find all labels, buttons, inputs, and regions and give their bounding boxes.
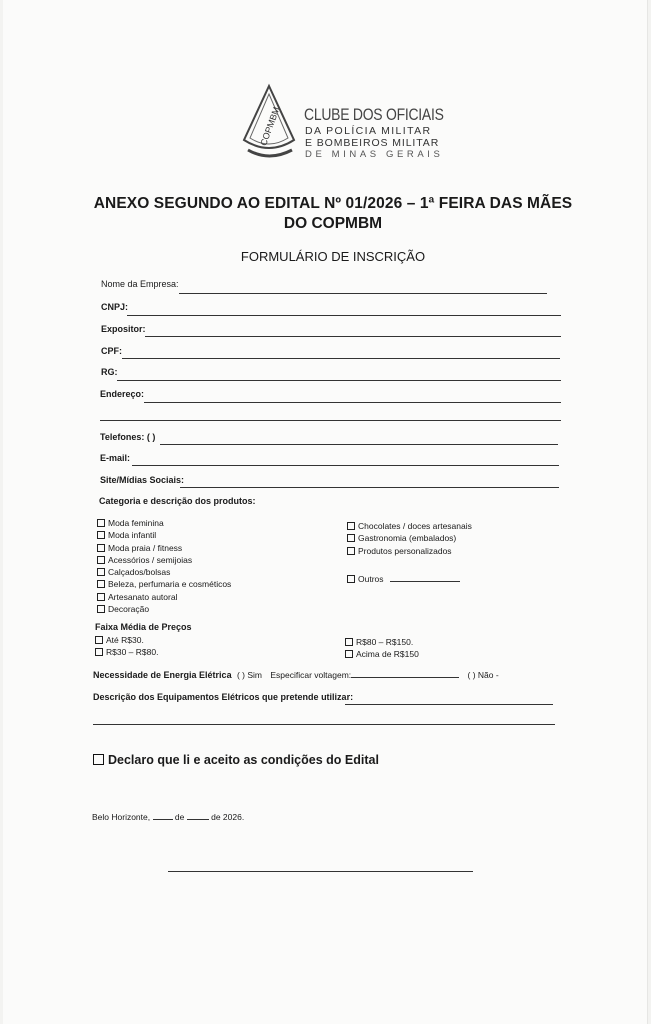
phones-field[interactable]	[160, 444, 558, 445]
month-field[interactable]	[187, 819, 209, 820]
address-field-line-2[interactable]	[100, 420, 561, 421]
checkbox-icon	[347, 534, 355, 542]
address-field[interactable]	[144, 402, 561, 403]
de-label-2: de 2026.	[211, 812, 245, 822]
category-item[interactable]: Moda infantil	[97, 530, 231, 542]
phones-label: Telefones: ( )	[100, 432, 156, 442]
email-field[interactable]	[132, 465, 559, 466]
category-item[interactable]: Beleza, perfumaria e cosméticos	[97, 579, 231, 591]
checkbox-icon	[93, 754, 104, 765]
category-item[interactable]: Artesanato autoral	[97, 592, 231, 604]
other-category-field[interactable]	[390, 581, 460, 582]
document-title-line-1: ANEXO SEGUNDO AO EDITAL Nº 01/2026 – 1ª FEIRA DAS MÃES	[93, 195, 573, 212]
de-label-1: de	[174, 812, 185, 822]
price-option[interactable]: R$30 – R$80.	[95, 647, 158, 657]
checkbox-icon	[97, 580, 105, 588]
checkbox-icon	[95, 648, 103, 656]
checkbox-icon	[347, 522, 355, 530]
checkbox-icon	[97, 593, 105, 601]
energy-row	[93, 670, 499, 680]
cpf-field[interactable]	[122, 358, 560, 359]
price-range-heading: Faixa Média de Preços	[95, 622, 192, 632]
cnpj-label: CNPJ:	[101, 302, 129, 312]
day-field[interactable]	[153, 819, 173, 820]
energy-label: Necessidade de Energia Elétrica	[93, 670, 232, 680]
category-item[interactable]: Moda feminina	[97, 518, 231, 530]
checkbox-icon	[97, 568, 105, 576]
svg-text:COPMBM: COPMBM	[258, 105, 282, 148]
social-media-field[interactable]	[180, 487, 559, 488]
price-option[interactable]: Até R$30.	[95, 635, 144, 645]
equipment-field[interactable]	[345, 704, 553, 705]
energy-no-option[interactable]: ( ) Não -	[467, 670, 499, 680]
category-item[interactable]: Acessórios / semijoias	[97, 555, 231, 567]
equipment-label: Descrição dos Equipamentos Elétricos que pretende utilizar:	[93, 692, 354, 702]
checkbox-icon	[97, 544, 105, 552]
company-name-label: Nome da Empresa:	[101, 279, 179, 289]
declaration-checkbox[interactable]	[93, 753, 379, 767]
address-label: Endereço:	[100, 389, 145, 399]
category-item[interactable]: Produtos personalizados	[347, 546, 472, 558]
category-item[interactable]: Gastronomia (embalados)	[347, 533, 472, 545]
email-label: E-mail:	[100, 453, 131, 463]
signature-line[interactable]	[168, 871, 473, 872]
category-other[interactable]: Outros	[347, 574, 460, 584]
checkbox-icon	[97, 519, 105, 527]
checkbox-icon	[345, 650, 353, 658]
energy-yes-option[interactable]: ( ) Sim	[236, 670, 262, 680]
form-subtitle: FORMULÁRIO DE INSCRIÇÃO	[240, 249, 426, 264]
club-emblem-icon	[238, 82, 300, 162]
category-item[interactable]: Moda praia / fitness	[97, 543, 231, 555]
club-subtitle-line-3: E BOMBEIROS MILITAR	[305, 137, 440, 149]
categories-left-list	[97, 518, 231, 616]
checkbox-icon	[347, 547, 355, 555]
checkbox-icon	[97, 556, 105, 564]
voltage-label: Especificar voltagem:	[270, 670, 352, 680]
club-subtitle-line-4: DE MINAS GERAIS	[305, 149, 444, 160]
social-media-label: Site/Mídias Sociais:	[100, 475, 185, 485]
checkbox-icon	[97, 531, 105, 539]
price-option[interactable]: R$80 – R$150.	[345, 637, 413, 647]
categories-heading: Categoria e descrição dos produtos:	[99, 496, 256, 506]
equipment-field-line-2[interactable]	[93, 724, 555, 725]
checkbox-icon	[345, 638, 353, 646]
checkbox-icon	[97, 605, 105, 613]
exhibitor-label: Expositor:	[101, 324, 146, 334]
voltage-field[interactable]	[351, 677, 459, 678]
company-name-field[interactable]	[179, 293, 547, 294]
exhibitor-field[interactable]	[145, 336, 561, 337]
cpf-label: CPF:	[101, 346, 122, 356]
rg-field[interactable]	[117, 380, 561, 381]
categories-right-list	[347, 521, 472, 558]
form-page	[3, 0, 648, 1024]
category-item[interactable]: Decoração	[97, 604, 231, 616]
rg-label: RG:	[101, 367, 118, 377]
category-item[interactable]: Chocolates / doces artesanais	[347, 521, 472, 533]
cnpj-field[interactable]	[127, 315, 561, 316]
price-option[interactable]: Acima de R$150	[345, 649, 419, 659]
category-item[interactable]: Calçados/bolsas	[97, 567, 231, 579]
club-name: CLUBE DOS OFICIAIS	[304, 105, 444, 124]
checkbox-icon	[347, 575, 355, 583]
checkbox-icon	[95, 636, 103, 644]
declaration-text: Declaro que li e aceito as condições do Edital	[108, 753, 379, 767]
club-subtitle-line-2: DA POLÍCIA MILITAR	[305, 125, 432, 137]
date-line	[92, 812, 244, 822]
document-title-line-2: DO COPMBM	[283, 215, 383, 232]
city-label: Belo Horizonte,	[92, 812, 151, 822]
